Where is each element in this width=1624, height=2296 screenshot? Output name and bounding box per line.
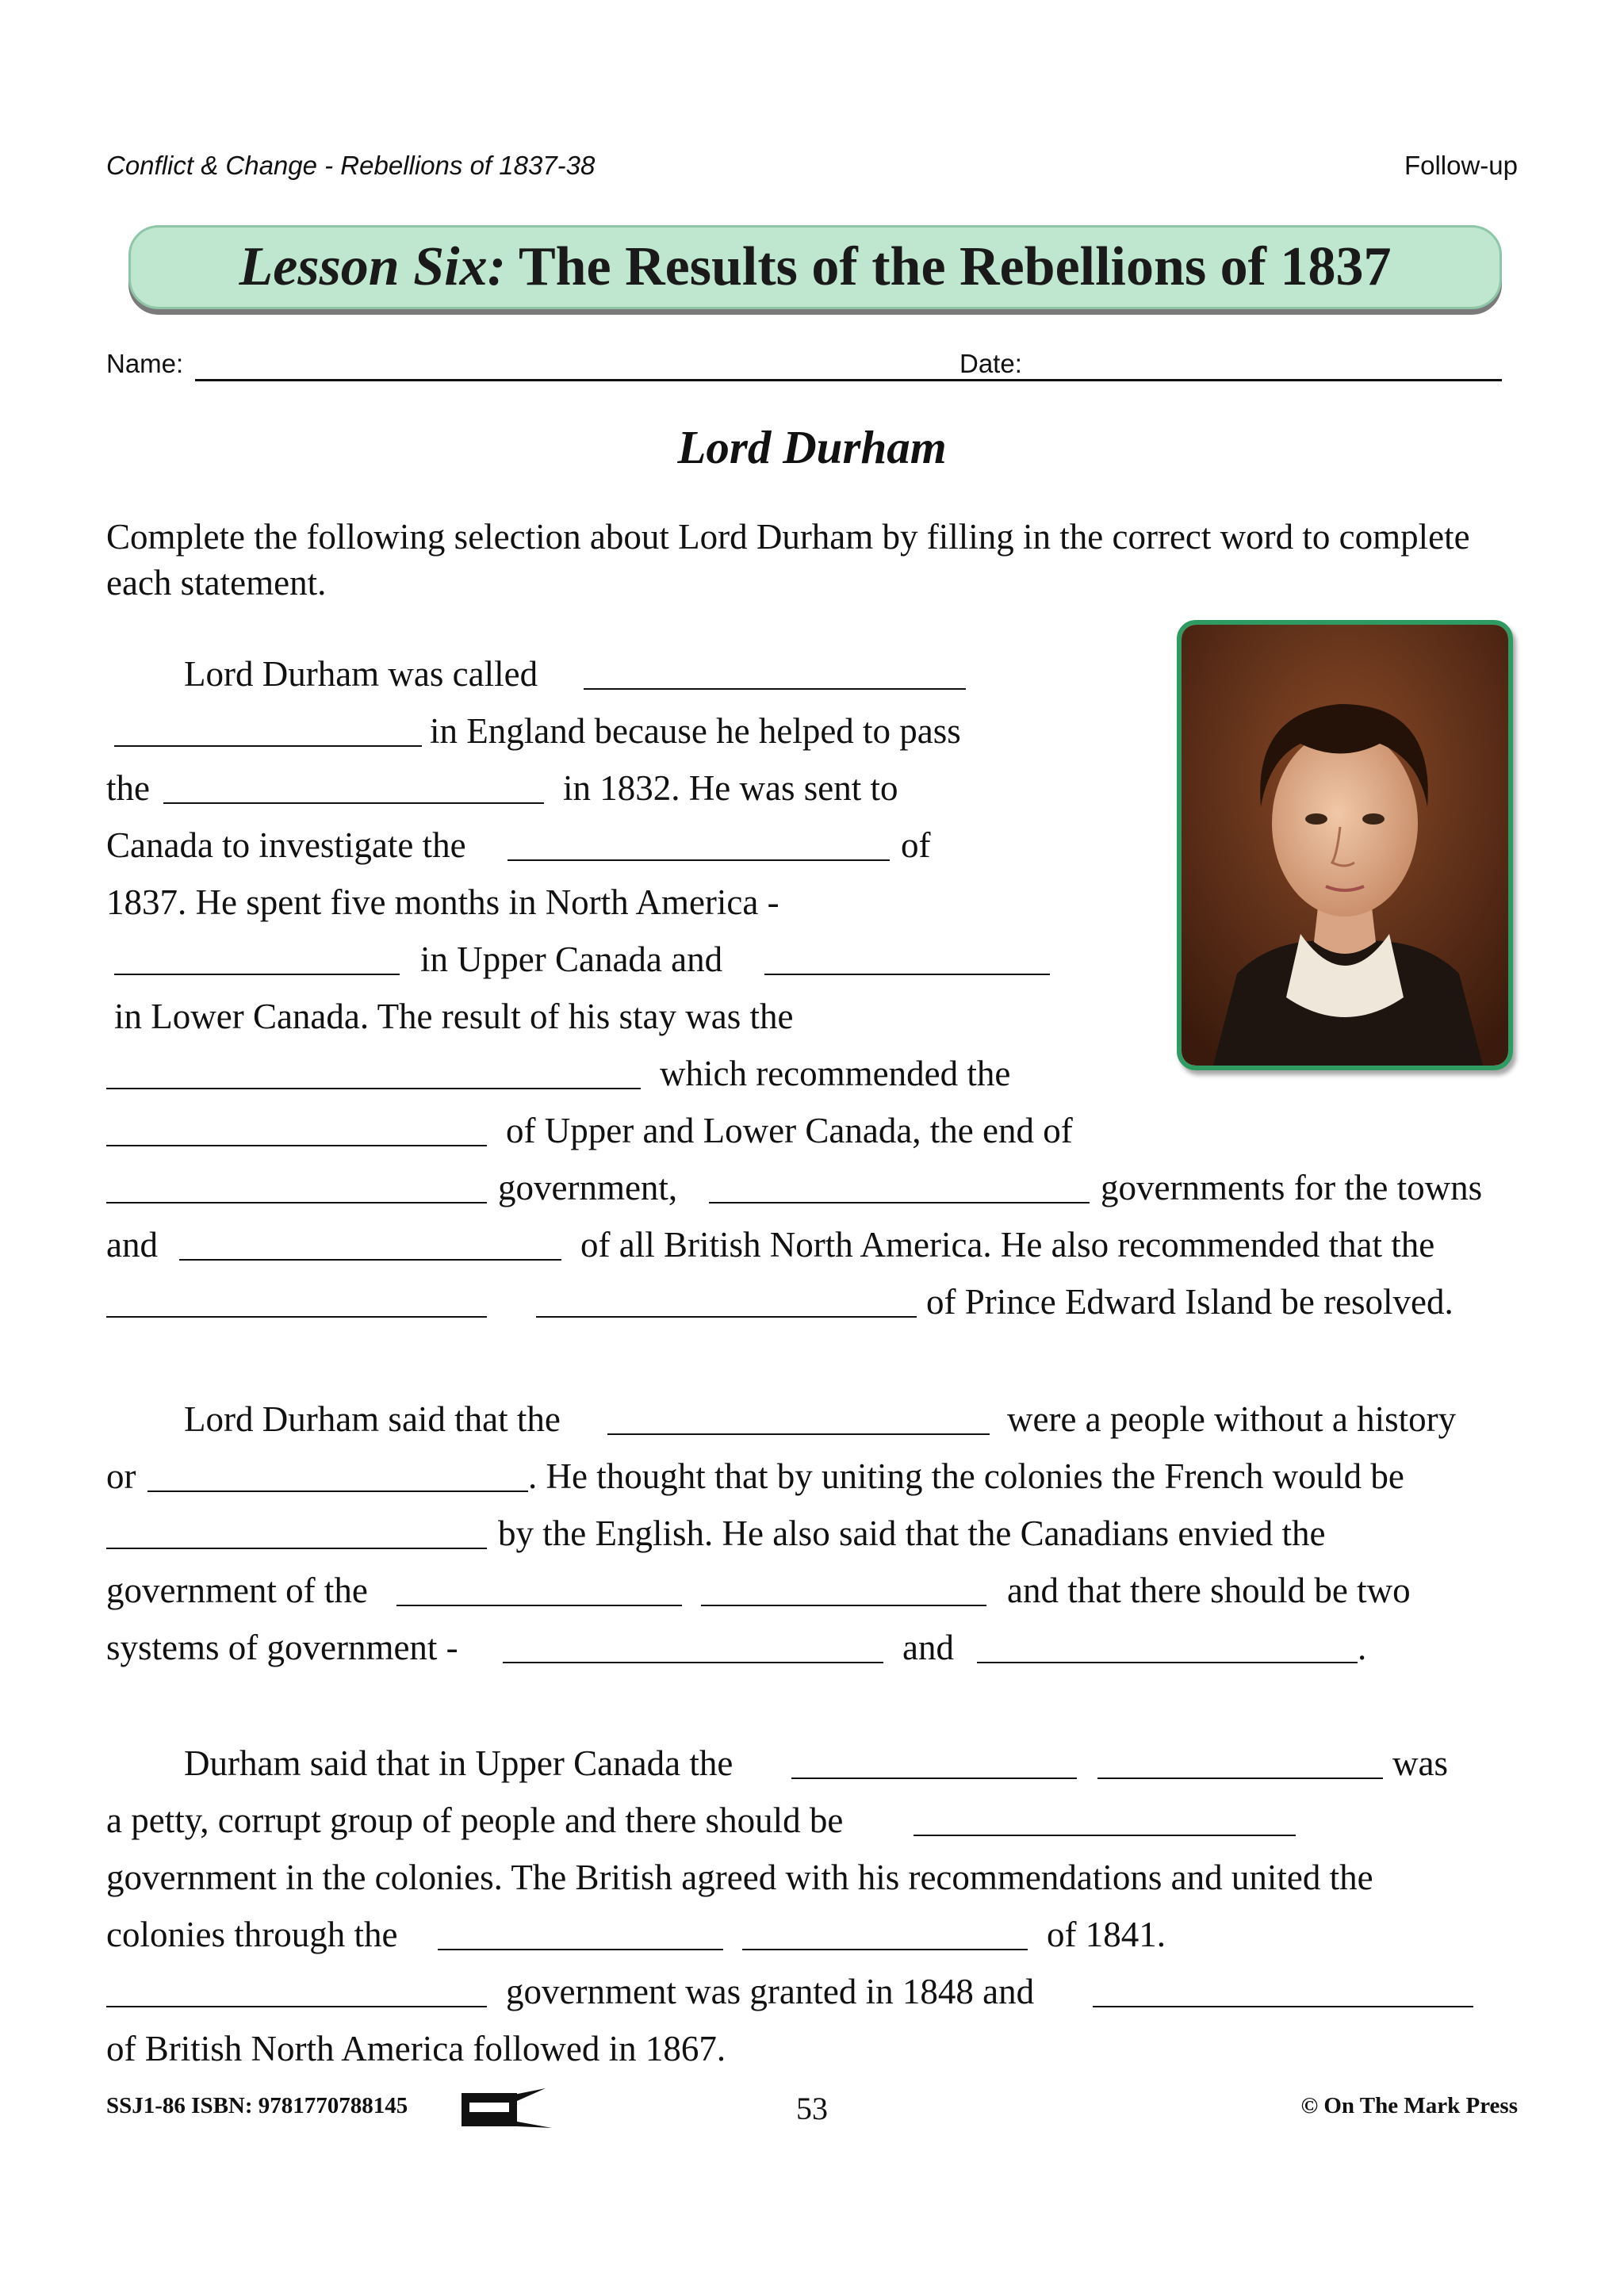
passage-text: colonies through the <box>106 1915 398 1954</box>
passage-line <box>0 1797 1624 1844</box>
passage-text: government in the colonies. The British agreed with his recommendations and united the <box>106 1858 1373 1897</box>
answer-blank[interactable] <box>701 1605 986 1606</box>
answer-blank[interactable] <box>536 1316 917 1318</box>
page-subtitle: Lord Durham <box>677 421 947 473</box>
passage-line <box>0 707 1624 755</box>
answer-blank[interactable] <box>114 745 422 747</box>
passage-line <box>0 1624 1624 1671</box>
name-field[interactable] <box>195 379 1044 381</box>
answer-blank[interactable] <box>106 1202 487 1203</box>
passage-text: and <box>902 1628 954 1667</box>
answer-blank[interactable] <box>106 1088 641 1089</box>
passage-text: was <box>1392 1743 1448 1783</box>
answer-blank[interactable] <box>1093 2006 1473 2007</box>
passage-text: in Lower Canada. The result of his stay was the <box>114 997 794 1036</box>
passage-text: a petty, corrupt group of people and there should be <box>106 1800 844 1840</box>
answer-blank[interactable] <box>179 1259 561 1261</box>
answer-blank[interactable] <box>438 1949 723 1950</box>
passage-line <box>0 2025 1624 2072</box>
passage-text: by the English. He also said that the Canadians envied the <box>498 1513 1326 1553</box>
answer-blank[interactable] <box>607 1433 990 1435</box>
passage-line <box>0 1221 1624 1269</box>
passage-line <box>0 878 1624 926</box>
answer-blank[interactable] <box>914 1835 1296 1836</box>
passage-line <box>0 1739 1624 1787</box>
passage-text: government was granted in 1848 and <box>506 1972 1035 2011</box>
instructions: Complete the following selection about Lord Durham by filling in the correct word to complete each statement. <box>106 517 1470 603</box>
answer-blank[interactable] <box>114 974 400 975</box>
answer-blank[interactable] <box>163 802 544 804</box>
date-field[interactable] <box>1034 379 1502 381</box>
passage-text: of Prince Edward Island be resolved. <box>926 1282 1454 1322</box>
lesson-number: Lesson Six: <box>239 236 506 297</box>
passage-line <box>0 1395 1624 1443</box>
lesson-title: The Results of the Rebellions of 1837 <box>518 236 1392 297</box>
name-label: Name: <box>106 349 184 378</box>
passage-text: of <box>901 825 931 865</box>
passage-text: Durham said that in Upper Canada the <box>184 1743 733 1783</box>
passage-text: Lord Durham said that the <box>184 1399 561 1439</box>
passage-text: 1837. He spent five months in North America - <box>106 882 779 922</box>
passage-text: government of the <box>106 1571 368 1610</box>
section-label: Follow-up <box>1404 151 1518 180</box>
passage-line <box>0 1911 1624 1958</box>
answer-blank[interactable] <box>977 1662 1358 1663</box>
answer-blank[interactable] <box>106 1548 487 1549</box>
passage-line <box>0 1968 1624 2015</box>
answer-blank[interactable] <box>106 2006 487 2007</box>
passage-line <box>0 1510 1624 1557</box>
passage-text: Canada to investigate the <box>106 825 466 865</box>
footer-isbn: SSJ1-86 ISBN: 9781770788145 <box>106 2093 408 2118</box>
passage-text: were a people without a history <box>1007 1399 1457 1439</box>
page-number: 53 <box>796 2091 828 2126</box>
passage-line <box>0 1567 1624 1614</box>
passage-line <box>0 993 1624 1040</box>
passage-text: in 1832. He was sent to <box>563 768 898 808</box>
passage-line <box>0 764 1624 812</box>
passage-line <box>0 936 1624 983</box>
answer-blank[interactable] <box>764 974 1050 975</box>
passage-text: government, <box>498 1168 678 1207</box>
passage-text: in England because he helped to pass <box>430 711 961 751</box>
answer-blank[interactable] <box>503 1662 883 1663</box>
passage-text: in Upper Canada and <box>420 939 723 979</box>
passage-line <box>0 1107 1624 1154</box>
passage-text: systems of government - <box>106 1628 458 1667</box>
passage-text: or <box>106 1456 136 1496</box>
passage-text: the <box>106 768 150 808</box>
passage-line <box>0 1050 1624 1097</box>
passage-line <box>0 821 1624 869</box>
answer-blank[interactable] <box>147 1490 528 1492</box>
passage-text: of British North America followed in 1867. <box>106 2029 726 2068</box>
passage-text: of 1841. <box>1047 1915 1166 1954</box>
passage-line <box>0 1164 1624 1211</box>
passage-text: governments for the towns <box>1101 1168 1483 1207</box>
answer-blank[interactable] <box>396 1605 682 1606</box>
answer-blank[interactable] <box>584 688 966 690</box>
answer-blank[interactable] <box>508 859 890 861</box>
passage-line <box>0 1452 1624 1500</box>
answer-blank[interactable] <box>709 1202 1090 1203</box>
passage-text: of all British North America. He also recommended that the <box>580 1225 1435 1265</box>
passage-line <box>0 1854 1624 1901</box>
passage-line <box>0 1278 1624 1326</box>
answer-blank[interactable] <box>742 1949 1028 1950</box>
passage-text: which recommended the <box>660 1054 1011 1093</box>
passage-text: . He thought that by uniting the colonies the French would be <box>528 1456 1404 1496</box>
answer-blank[interactable] <box>106 1145 487 1146</box>
passage-text: . <box>1358 1628 1367 1667</box>
answer-blank[interactable] <box>106 1316 487 1318</box>
passage-line <box>0 650 1624 698</box>
passage-text: and that there should be two <box>1007 1571 1411 1610</box>
answer-blank[interactable] <box>1097 1777 1383 1779</box>
passage-text: Lord Durham was called <box>184 654 538 694</box>
lesson-title-banner <box>128 225 1502 309</box>
name-date-row <box>106 349 1502 384</box>
passage-text: and <box>106 1225 158 1265</box>
passage-text: of Upper and Lower Canada, the end of <box>506 1111 1073 1150</box>
answer-blank[interactable] <box>791 1777 1077 1779</box>
running-header: Conflict & Change - Rebellions of 1837-38 <box>106 151 596 180</box>
copyright: © On The Mark Press <box>1300 2093 1518 2118</box>
date-label: Date: <box>959 349 1022 378</box>
